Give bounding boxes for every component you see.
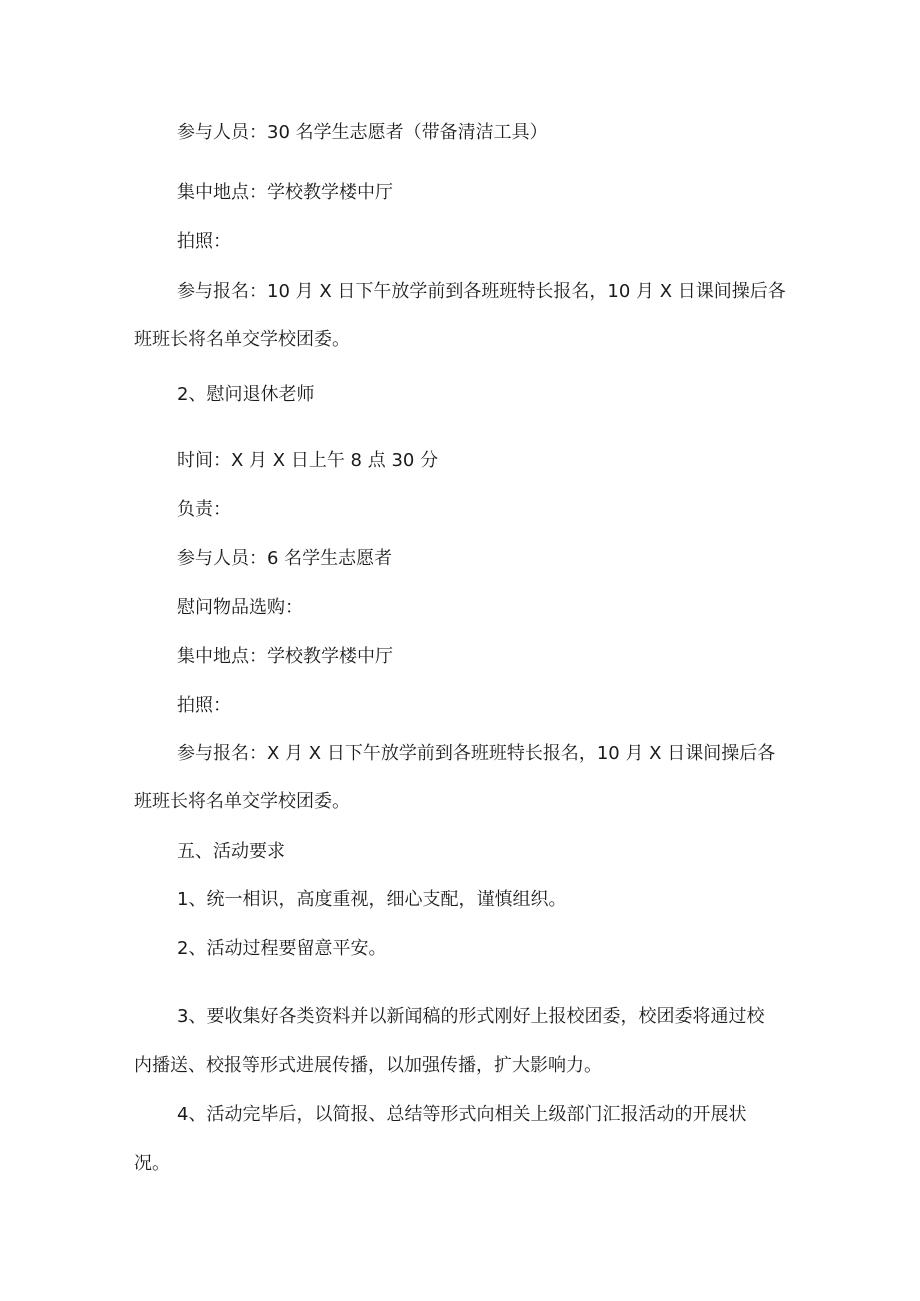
registration-line-2: 参与报名：X 月 X 日下午放学前到各班班特长报名，10 月 X 日课间操后各 xyxy=(177,743,776,764)
gift-purchase-line: 慰问物品选购： xyxy=(177,597,303,618)
requirement-3: 3、要收集好各类资料并以新闻稿的形式刚好上报校团委，校团委将通过校 xyxy=(177,1006,765,1027)
requirement-3-cont: 内播送、校报等形式进展传播，以加强传播，扩大影响力。 xyxy=(134,1055,602,1076)
registration-line-1: 参与报名：10 月 X 日下午放学前到各班班特长报名，10 月 X 日课间操后各 xyxy=(177,281,786,302)
responsible-line: 负责： xyxy=(177,499,231,520)
section-heading-5: 五、活动要求 xyxy=(177,841,285,862)
section-heading-2: 2、慰问退休老师 xyxy=(177,384,315,405)
meeting-place-line-2: 集中地点：学校教学楼中厅 xyxy=(177,646,393,667)
meeting-place-line-1: 集中地点：学校教学楼中厅 xyxy=(177,182,393,203)
requirement-2: 2、活动过程要留意平安。 xyxy=(177,938,387,959)
photo-line-1: 拍照： xyxy=(177,231,231,252)
participants-line-2: 参与人员：6 名学生志愿者 xyxy=(177,548,393,569)
requirement-1: 1、统一相识，高度重视，细心支配，谨慎组织。 xyxy=(177,889,567,910)
participants-line-1: 参与人员：30 名学生志愿者（带备清洁工具） xyxy=(177,122,548,143)
requirement-4-cont: 况。 xyxy=(134,1153,170,1174)
requirement-4: 4、活动完毕后，以简报、总结等形式向相关上级部门汇报活动的开展状 xyxy=(177,1104,747,1125)
time-line: 时间：X 月 X 日上午 8 点 30 分 xyxy=(177,450,439,471)
photo-line-2: 拍照： xyxy=(177,695,231,716)
registration-line-1-cont: 班班长将名单交学校团委。 xyxy=(134,329,350,350)
registration-line-2-cont: 班班长将名单交学校团委。 xyxy=(134,791,350,812)
